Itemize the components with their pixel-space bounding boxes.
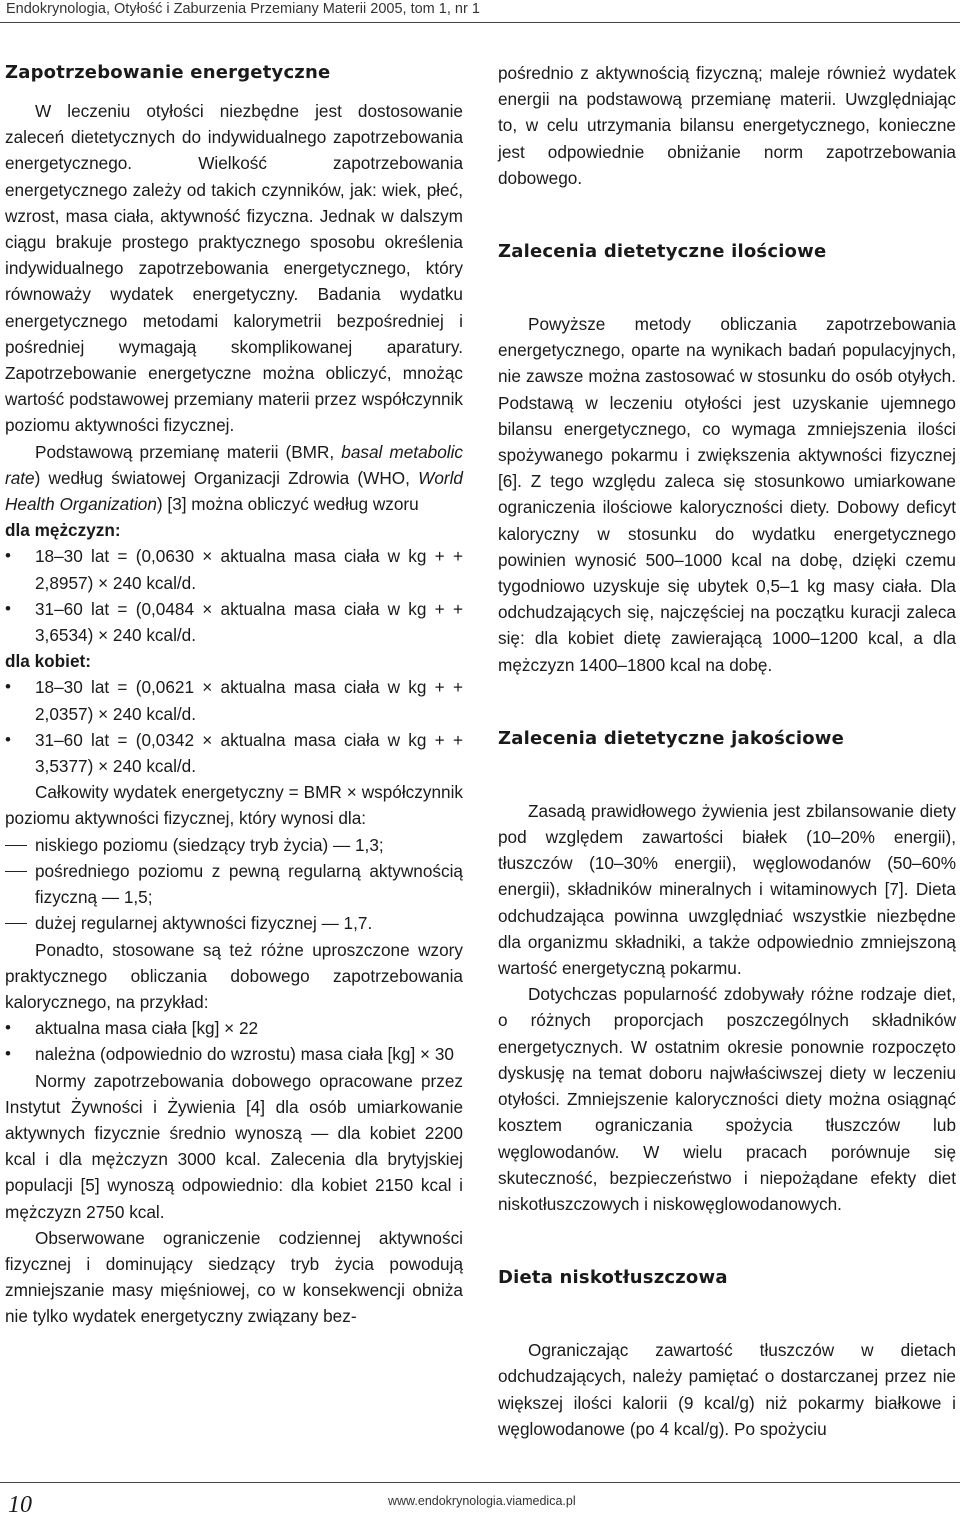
paragraph: Całkowity wydatek energetyczny = BMR × współczynnik poziomu aktywności fizycznej, który wynosi dla:: [5, 782, 463, 829]
paragraph: Normy zapotrzebowania dobowego opracowane przez Instytut Żywności i Żywienia [4] dla osób umiarkowanie aktywnych fizycznie średnio wynoszą — dla kobiet 2200 kcal i dla mężczyzn 3000 kcal. Zalecenia dla brytyjskiej populacji [5] wynoszą odpowiednio: dla kobiet 2150 kcal i mężczyzn 2750 kcal.: [5, 1070, 463, 1222]
paragraph: pośrednio z aktywnością fizyczną; maleje również wydatek energii na podstawową przemianę materii. Uwzględniając to, w celu utrzymania bilansu energetycznego, konieczne jest odpowiednie obniżanie norm zapotrzebowania dobowego.: [498, 63, 956, 188]
list-item: • należna (odpowiednio do wzrostu) masa ciała [kg] × 30: [5, 1041, 463, 1067]
list-item: • 18–30 lat = (0,0630 × aktualna masa ciała w kg + + 2,8957) × 240 kcal/d.: [5, 543, 463, 595]
journal-header: Endokrynologia, Otyłość i Zaburzenia Przemiany Materii 2005, tom 1, nr 1: [6, 1, 480, 17]
list-item: • 31–60 lat = (0,0484 × aktualna masa ciała w kg + + 3,6534) × 240 kcal/d.: [5, 596, 463, 648]
section-title-qualitative: Zalecenia dietetyczne jakościowe: [498, 727, 845, 749]
paragraph: Dotychczas popularność zdobywały różne rodzaje diet, o różnych proporcjach poszczególnych składników energetycznych. W ostatnim okresie ponownie rozpoczęto dyskusję na temat doboru najwłaściwszej diety w leczeniu otyłości. Zmniejszenie kaloryczności diety można osiągnąć kosztem ograniczania spożycia tłuszczów lub węglowodanów. W wielu pracach porównuje się skuteczność, bezpieczeństwo i niepożądane efekty diet niskotłuszczowych i niskowęglowodanowych.: [498, 984, 956, 1214]
list-item: dużej regularnej aktywności fizycznej — 1,7.: [5, 910, 463, 936]
men-formula-list: [5, 543, 463, 648]
left-column: [5, 60, 463, 1330]
footer-url: www.endokrynologia.viamedica.pl: [388, 1494, 576, 1508]
paragraph: Ponadto, stosowane są też różne uproszczone wzory praktycznego obliczania dobowego zapotrzebowania kalorycznego, na przykład:: [5, 939, 463, 1012]
paragraph: W leczeniu otyłości niezbędne jest dostosowanie zaleceń dietetycznych do indywidualnego zapotrzebowania energetycznego. Wielkość zapotrzebowania energetycznego zależy od takich czynników, jak: wiek, płeć, wzrost, masa ciała, aktywność fizyczna. Jednak w dalszym ciągu brakuje prostego praktycznego sposobu określenia indywidualnego zapotrzebowania energetycznego, który równoważy wydatek energetyczny. Badania wydatku energetycznego metodami kalorymetrii bezpośredniej i pośredniej wymagają skomplikowanej aparatury. Zapotrzebowanie energetyczne można obliczyć, mnożąc wartość podstawowej przemiany materii przez współczynnik poziomu aktywności fizycznej.: [5, 101, 463, 436]
paragraph: Ograniczając zawartość tłuszczów w dietach odchudzających, należy pamiętać o dostarczanej przez nie większej ilości kalorii (9 kcal/g) niż pokarmy białkowe i węglowodanowe (po 4 kcal/g). Po spożyciu: [498, 1340, 956, 1439]
list-item: • 31–60 lat = (0,0342 × aktualna masa ciała w kg + + 3,5377) × 240 kcal/d.: [5, 727, 463, 779]
page-number: 10: [8, 1492, 32, 1518]
footer-rule: [0, 1482, 960, 1483]
list-item: • 18–30 lat = (0,0621 × aktualna masa ciała w kg + + 2,0357) × 240 kcal/d.: [5, 674, 463, 726]
section-title-lowfat: Dieta niskotłuszczowa: [498, 1267, 728, 1289]
list-item: • aktualna masa ciała [kg] × 22: [5, 1015, 463, 1041]
paragraph: Powyższe metody obliczania zapotrzebowania energetycznego, oparte na wynikach badań populacyjnych, nie zawsze można zastosować w stosunku do osób otyłych. Podstawą w leczeniu otyłości jest uzyskanie ujemnego bilansu energetycznego, co wymaga zmniejszenia ilości spożywanego pokarmu i zwiększenia aktywności fizycznej [6]. Z tego względu zaleca się stosunkowo umiarkowane ograniczenia ilościowe kaloryczności diety. Dobowy deficyt kaloryczny w stosunku do wydatku energetycznego powinien wynosić 500–1000 kcal na dobę, dzięki czemu tygodniowo uzyskuje się ubytek 0,5–1 kg masy ciała. Dla odchudzających się, najczęściej na początku kuracji zaleca się: dla kobiet dietę zawierającą 1000–1200 kcal, a dla mężczyzn 1400–1800 kcal na dobę.: [498, 314, 956, 675]
paragraph: Zasadą prawidłowego żywienia jest zbilansowanie diety pod względem zawartości białek (10–20% energii), tłuszczów (10–30% energii), węglowodanów (50–60% energii), składników mineralnych i witaminowych [7]. Dieta odchudzająca powinna uwzględniać wszystkie niezbędne dla organizmu składniki, a także odpowiednio zmniejszoną wartość energetyczną pokarmu.: [498, 800, 956, 979]
women-formula-list: [5, 674, 463, 779]
right-column: [498, 60, 956, 1442]
header-rule: [0, 22, 960, 23]
women-label: dla kobiet:: [5, 651, 91, 672]
simple-formula-list: [5, 1015, 463, 1067]
paragraph: Obserwowane ograniczenie codziennej aktywności fizycznej i dominujący siedzący tryb życia powodują zmniejszanie masy mięśniowej, co w konsekwencji obniża nie tylko wydatek energetyczny związany bez-: [5, 1227, 463, 1327]
list-item: niskiego poziomu (siedzący tryb życia) — 1,3;: [5, 832, 463, 858]
list-item: pośredniego poziomu z pewną regularną aktywnością fizyczną — 1,5;: [5, 858, 463, 910]
activity-list: [5, 832, 463, 937]
paragraph-bmr: Podstawową przemianę materii (BMR, basal metabolic rate) według światowej Organizacji Zdrowia (WHO, World Health Organization) [3] można obliczyć według wzoru: [5, 441, 463, 515]
section-title-energy: Zapotrzebowanie energetyczne: [5, 62, 331, 83]
section-title-quantitative: Zalecenia dietetyczne ilościowe: [498, 241, 827, 263]
men-label: dla mężczyzn:: [5, 520, 121, 541]
